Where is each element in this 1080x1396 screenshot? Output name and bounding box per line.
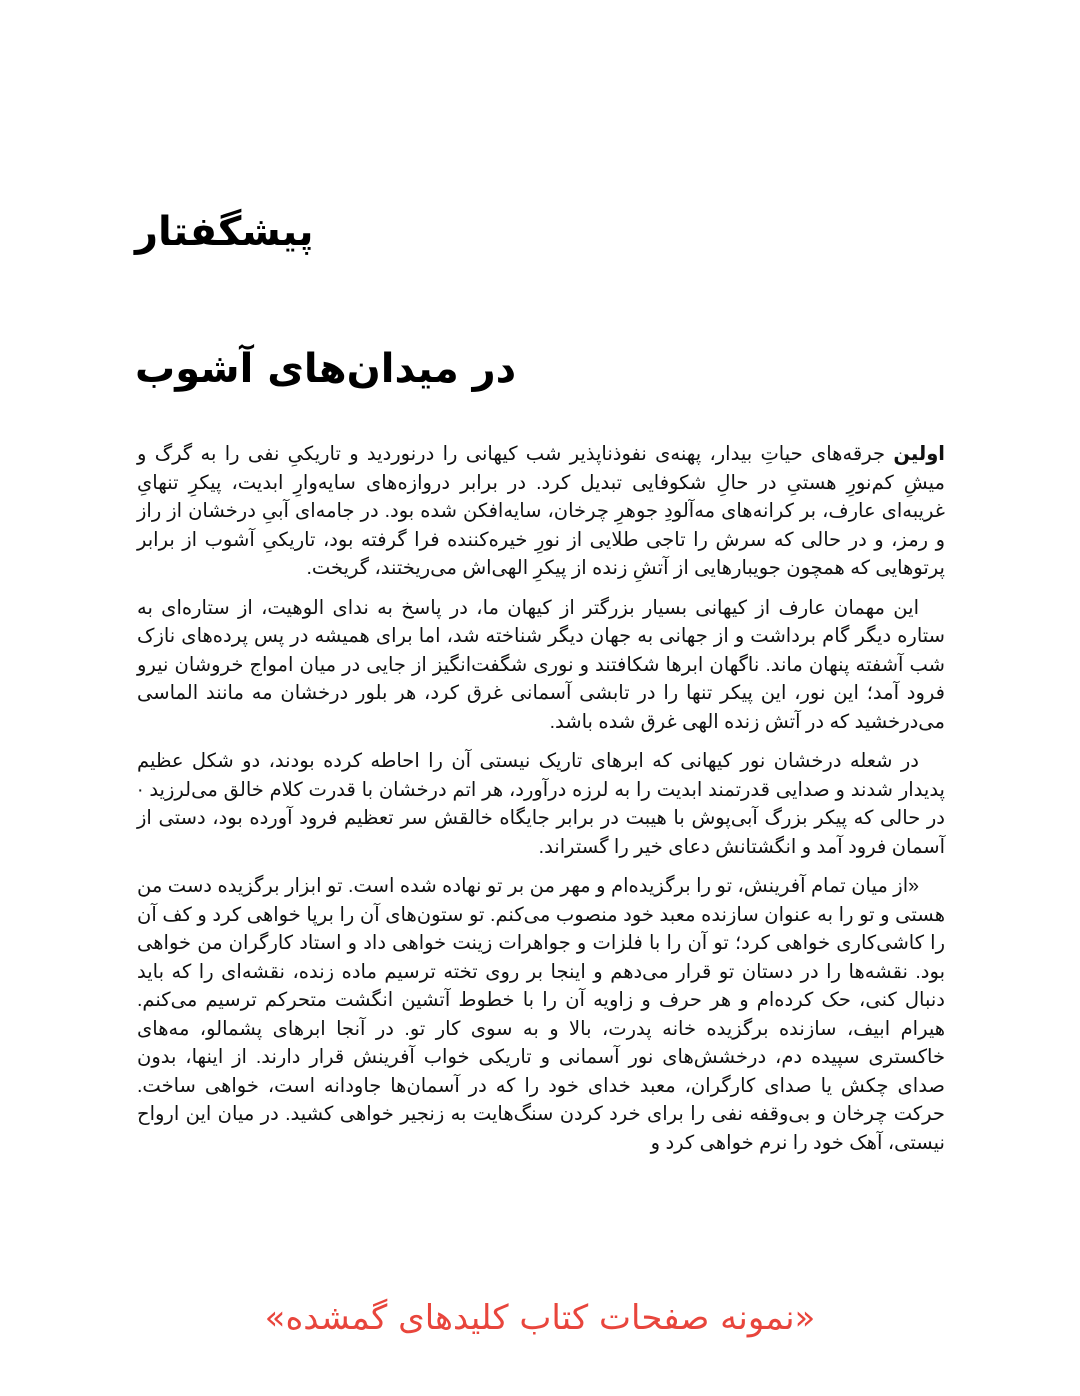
paragraph-text: این مهمان عارف از کیهانی بسیار بزرگتر از کیهان ما، در پاسخ به ندای الوهیت، از ستاره‌ای به ستاره دیگر گام برداشت و از جهانی به جهان دیگر شناخته شد، اما برای همیشه در پس پرده‌های نازک شب آشفته پنهان ماند. ناگهان ابرها شکافتند و نوری شگفت‌انگیز از جایی در میان امواج خروشان نیرو فرود آمد؛ این نور، این پیکر تنها را در تابشی آسمانی غرق کرد، هر بلور درخشان مه مانند الماسی می‌درخشید که در آتش زنده الهی غرق شده باشد.	[137, 596, 945, 733]
body-text	[137, 440, 945, 1168]
paragraph-3	[137, 747, 945, 861]
chapter-label: پیشگفتار	[135, 209, 314, 255]
paragraph-1	[137, 440, 945, 583]
paragraph-2	[137, 594, 945, 737]
paragraph-text: «از میان تمام آفرینش، تو را برگزیده‌ام و مهر من بر تو نهاده شده است. تو ابزار برگزیده دست من هستی و تو را به عنوان سازنده معبد خود منصوب می‌کنم. تو ستون‌های آن را برپا خواهی کرد و کف آن را کاشی‌کاری خواهی کرد؛ تو آن را با فلزات و جواهرات زینت خواهی داد و استاد کارگران من خواهی بود. نقشه‌ها را در دستان تو قرار می‌دهم و اینجا بر روی تخته ترسیم ماده زنده، نقشه‌ای را که باید دنبال کنی، حک کرده‌ام و هر حرف و زاویه آن را با خطوط آتشین انگشت متحرکم ترسیم می‌کنم. هیرام ابیف، سازنده برگزیده خانه پدرت، بالا و به سوی کار تو. در آنجا ابرهای پشمالو، مه‌های خاکستری سپیده دم، درخشش‌های نور آسمانی و تاریکی خواب آفرینش قرار دارند. از اینها، بدون صدای چکش یا صدای کارگران، معبد خدای خود را که در آسمان‌ها جاودانه است، خواهی ساخت. حرکت چرخان و بی‌وقفه نفی را برای خرد کردن سنگ‌هایت به زنجیر خواهی کشید. در میان این ارواح نیستی، آهک خود را نرم خواهی کرد و	[137, 875, 945, 1154]
paragraph-lead-word: اولین	[893, 443, 945, 465]
chapter-title: در میدان‌های آشوب	[135, 346, 517, 392]
paragraph-text: جرقه‌های حیاتِ بیدار، پهنه‌ی نفوذناپذیر شب کیهانی را درنوردید و تاریکیِ نفی را به گرگ و میشِ کم‌نورِ هستیِ در حالِ شکوفایی تبدیل کرد. در برابر دروازه‌های سایه‌وارِ ابدیت، پیکرِ تنهایِ غریبه‌ای عارف، بر کرانه‌های مه‌آلودِ جوهرِ چرخان، سایه‌افکن شده بود. در جامه‌ای آبیِ درخشان از راز و رمز، و در حالی که سرش را تاجی طلایی از نورِ خیره‌کننده فرا گرفته بود، تاریکیِ آشوب از برابر پرتوهایی که همچون جویبارهایی از آتشِ زنده از پیکرِ الهی‌اش می‌ریختند، گریخت.	[137, 443, 945, 579]
sample-pages-note: «نمونه صفحات کتاب کلیدهای گمشده»	[264, 1298, 816, 1338]
paragraph-text: در شعله درخشان نور کیهانی که ابرهای تاریک نیستی آن را احاطه کرده بودند، دو شکل عظیم پدیدار شدند و صدایی قدرتمند ابدیت را به لرزه درآورد، هر اتم درخشان با قدرت کلام خالق می‌لرزید · در حالی که پیکر بزرگ آبی‌پوش با هیبت در برابر جایگاه خالقش سر تعظیم فرود آورده بود، دستی از آسمان فرود آمد و انگشتانش دعای خیر را گستراند.	[137, 750, 945, 858]
paragraph-4	[137, 872, 945, 1157]
